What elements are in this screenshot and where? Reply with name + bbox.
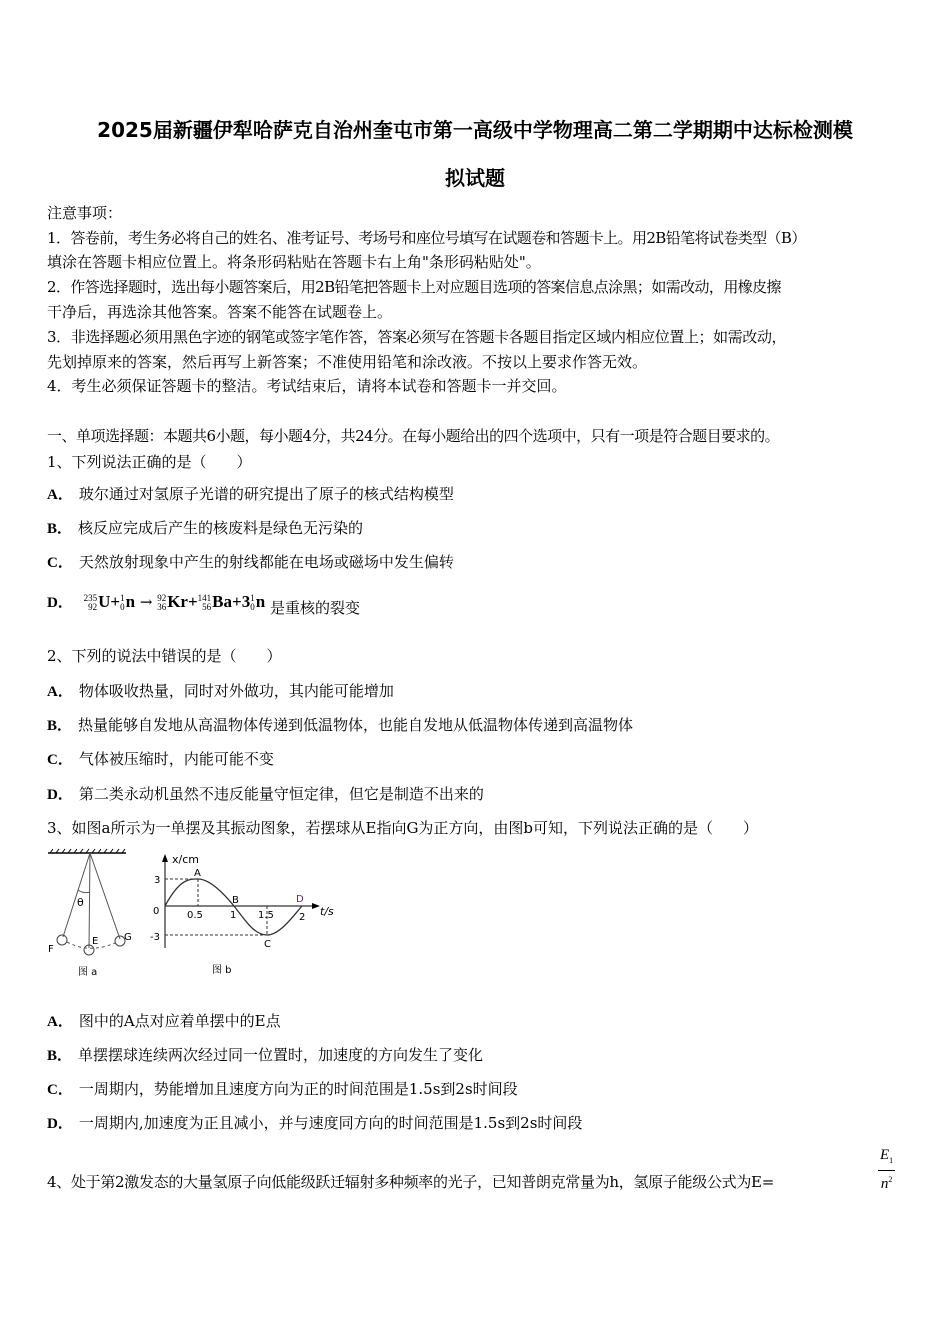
q3-option-a: A． 图中的A点对应着单摆中的E点	[47, 1012, 281, 1030]
svg-text:D: D	[296, 894, 304, 905]
q1-option-d: D． 235 92 U+ 1 0 n → 92 36 Kr+ 141 56 Ba+3 1 0 n 是重核的裂变	[47, 592, 360, 617]
notice-line: 1．答卷前，考生务必将自己的姓名、准考证号、考场号和座位号填写在试题卷和答题卡上。用2B铅笔将试卷类型（B）	[47, 229, 806, 247]
notice-line: 先划掉原来的答案，然后再写上新答案；不准使用铅笔和涂改液。不按以上要求作答无效。	[47, 353, 648, 371]
document-title-line2: 拟试题	[445, 166, 505, 190]
q1-option-b: B． 核反应完成后产生的核废料是绿色无污染的	[47, 519, 364, 537]
q1-option-a: A． 玻尔通过对氢原子光谱的研究提出了原子的核式结构模型	[47, 485, 454, 503]
svg-text:-3: -3	[150, 932, 160, 943]
svg-text:0.5: 0.5	[187, 910, 203, 921]
svg-text:θ: θ	[77, 896, 84, 909]
notice-heading: 注意事项：	[47, 204, 123, 222]
question-2-stem: 2、下列的说法中错误的是（ ）	[47, 647, 282, 665]
q2-option-a: A． 物体吸收热量，同时对外做功，其内能可能增加	[47, 682, 394, 700]
document-title-line1: 2025届新疆伊犁哈萨克自治州奎屯市第一高级中学物理高二第二学期期中达标检测模	[97, 118, 853, 142]
q3-option-d: D． 一周期内,加速度为正且减小，并与速度同方向的时间范围是1.5s到2s时间段	[47, 1114, 583, 1132]
q2-option-c: C． 气体被压缩时，内能可能不变	[47, 750, 274, 768]
svg-text:3: 3	[154, 875, 161, 886]
pendulum-figure	[40, 840, 350, 990]
section-heading: 一、单项选择题：本题共6小题，每小题4分，共24分。在每小题给出的四个选项中，只有一项是符合题目要求的。	[47, 427, 780, 445]
notice-line: 4．考生必须保证答题卡的整洁。考试结束后，请将本试卷和答题卡一并交回。	[47, 377, 567, 395]
notice-line: 干净后，再选涂其他答案。答案不能答在试题卷上。	[47, 303, 393, 321]
fission-equation: 235 92 U+ 1 0 n → 92 36 Kr+ 141 56 Ba+3 1 0 n	[83, 592, 266, 612]
q3-option-b: B． 单摆摆球连续两次经过同一位置时，加速度的方向发生了变化	[47, 1046, 484, 1064]
energy-level-fraction: $\frac{E_1}{n^2}$	[880, 1147, 894, 1192]
figure-b-oscillation-graph	[150, 853, 334, 976]
question-4-stem: 4、处于第2激发态的大量氢原子向低能级跃迁辐射多种频率的光子，已知普朗克常量为h，氢原子能级公式为E=	[47, 1173, 774, 1191]
question-1-stem: 1、下列说法正确的是（ ）	[47, 453, 252, 471]
svg-text:F: F	[48, 944, 54, 955]
svg-text:C: C	[264, 939, 271, 950]
q2-option-b: B． 热量能够自发地从高温物体传递到低温物体，也能自发地从低温物体传递到高温物体	[47, 716, 634, 734]
svg-text:x/cm: x/cm	[172, 853, 199, 866]
svg-text:G: G	[124, 932, 132, 943]
svg-text:1: 1	[230, 910, 237, 921]
svg-text:2: 2	[299, 912, 306, 923]
svg-text:E: E	[92, 936, 99, 947]
svg-text:1.5: 1.5	[258, 910, 274, 921]
figure-a-pendulum	[48, 849, 132, 978]
q2-option-d: D． 第二类永动机虽然不违反能量守恒定律，但它是制造不出来的	[47, 785, 484, 803]
svg-text:图 b: 图 b	[212, 965, 232, 976]
svg-text:图 a: 图 a	[78, 967, 98, 978]
q3-option-c: C． 一周期内，势能增加且速度方向为正的时间范围是1.5s到2s时间段	[47, 1080, 518, 1098]
notice-line: 2．作答选择题时，选出每小题答案后，用2B铅笔把答题卡上对应题目选项的答案信息点涂黑；如需改动，用橡皮擦	[47, 278, 781, 296]
svg-text:B: B	[232, 895, 239, 906]
question-3-stem: 3、如图a所示为一单摆及其振动图象，若摆球从E指向G为正方向，由图b可知，下列说法正确的是（ ）	[47, 819, 759, 837]
svg-text:t/s: t/s	[320, 905, 334, 918]
q1-option-c: C． 天然放射现象中产生的射线都能在电场或磁场中发生偏转	[47, 553, 454, 571]
notice-line: 填涂在答题卡相应位置上。将条形码粘贴在答题卡右上角"条形码粘贴处"。	[47, 253, 541, 271]
svg-text:0: 0	[153, 906, 160, 917]
notice-line: 3．非选择题必须用黑色字迹的钢笔或签字笔作答，答案必须写在答题卡各题目指定区域内相应位置上；如需改动，	[47, 328, 787, 346]
svg-text:A: A	[194, 868, 201, 879]
